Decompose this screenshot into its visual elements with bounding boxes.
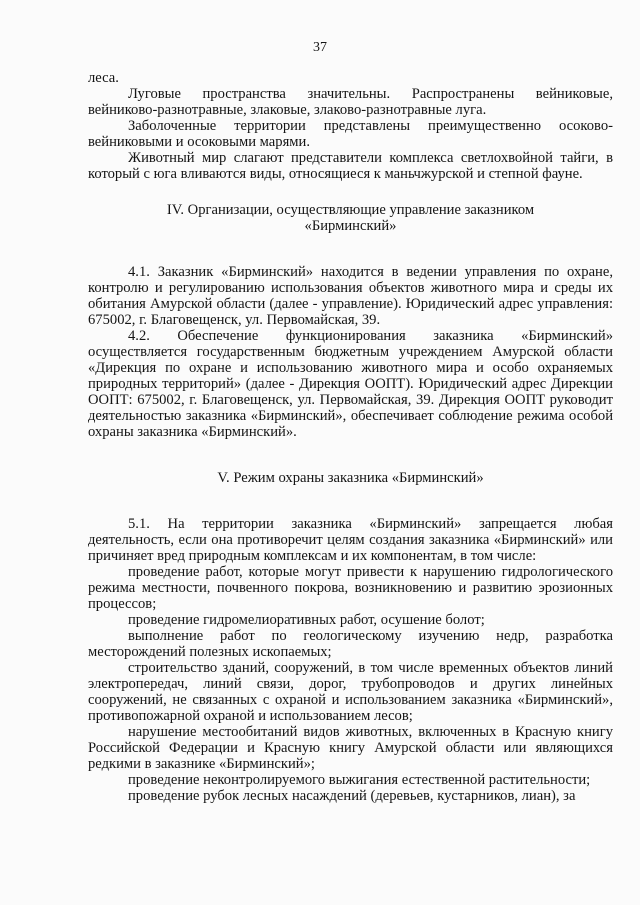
section-4-heading: IV. Организации, осуществляющие управление заказником (166, 202, 535, 218)
document-body (88, 70, 613, 804)
paragraph-4-2: 4.2. Обеспечение функционирования заказника «Бирминский» осуществляется государственным бюджетным учреждением Амурской области «Дирекция по охране и использованию животного мира и особо охраняемых природных территорий» (далее - Дирекция ООПТ). Юридический адрес Дирекции ООПТ: 675002, г. Благовещенск, ул. Первомайская, 39. Дирекция ООПТ руководит деятельностью заказника «Бирминский», обеспечивает соблюдение режима особой охраны заказника «Бирминский». (88, 328, 613, 440)
paragraph-fauna: Животный мир слагают представители комплекса светлохвойной тайги, в который с юга вливаются виды, относящиеся к маньчжурской и степной фауне. (88, 150, 613, 182)
list-item: строительство зданий, сооружений, в том числе временных объектов линий электропередач, линий связи, дорог, трубопроводов и других линейных сооружений, не связанных с охраной и использованием заказника «Бирминский», противопожарной охраной и использованием лесов; (88, 660, 613, 724)
paragraph-wetlands: Заболоченные территории представлены преимущественно осоково-вейниковыми и осоковыми марями. (88, 118, 613, 150)
paragraph-5-1: 5.1. На территории заказника «Бирминский» запрещается любая деятельность, если она противоречит целям создания заказника «Бирминский» или причиняет вред природным комплексам и их компонентам, в том числе: (88, 516, 613, 564)
paragraph-forest-end: леса. (88, 70, 119, 86)
paragraph-4-1: 4.1. Заказник «Бирминский» находится в ведении управления по охране, контролю и регулированию использования объектов животного мира и среды их обитания Амурской области (далее - управление). Юридический адрес управления: 675002, г. Благовещенск, ул. Первомайская, 39. (88, 264, 613, 328)
list-item: выполнение работ по геологическому изучению недр, разработка месторождений полезных ископаемых; (88, 628, 613, 660)
list-item: проведение гидромелиоративных работ, осушение болот; (128, 612, 485, 628)
section-4-heading-name: «Бирминский» (304, 218, 397, 234)
list-item: проведение работ, которые могут привести к нарушению гидрологического режима местности, почвенного покрова, возникновению и развитию эрозионных процессов; (88, 564, 613, 612)
list-item: нарушение местообитаний видов животных, включенных в Красную книгу Российской Федерации и Красную книгу Амурской области или являющихся редкими в заказнике «Бирминский»; (88, 724, 613, 772)
page-number: 37 (313, 40, 327, 55)
list-item: проведение неконтролируемого выжигания естественной растительности; (128, 772, 591, 788)
paragraph-meadows: Луговые пространства значительны. Распространены вейниковые, вейниково-разнотравные, злаковые, злаково-разнотравные луга. (88, 86, 613, 118)
section-5-heading: V. Режим охраны заказника «Бирминский» (217, 470, 484, 486)
list-item: проведение рубок лесных насаждений (деревьев, кустарников, лиан), за (128, 788, 576, 804)
